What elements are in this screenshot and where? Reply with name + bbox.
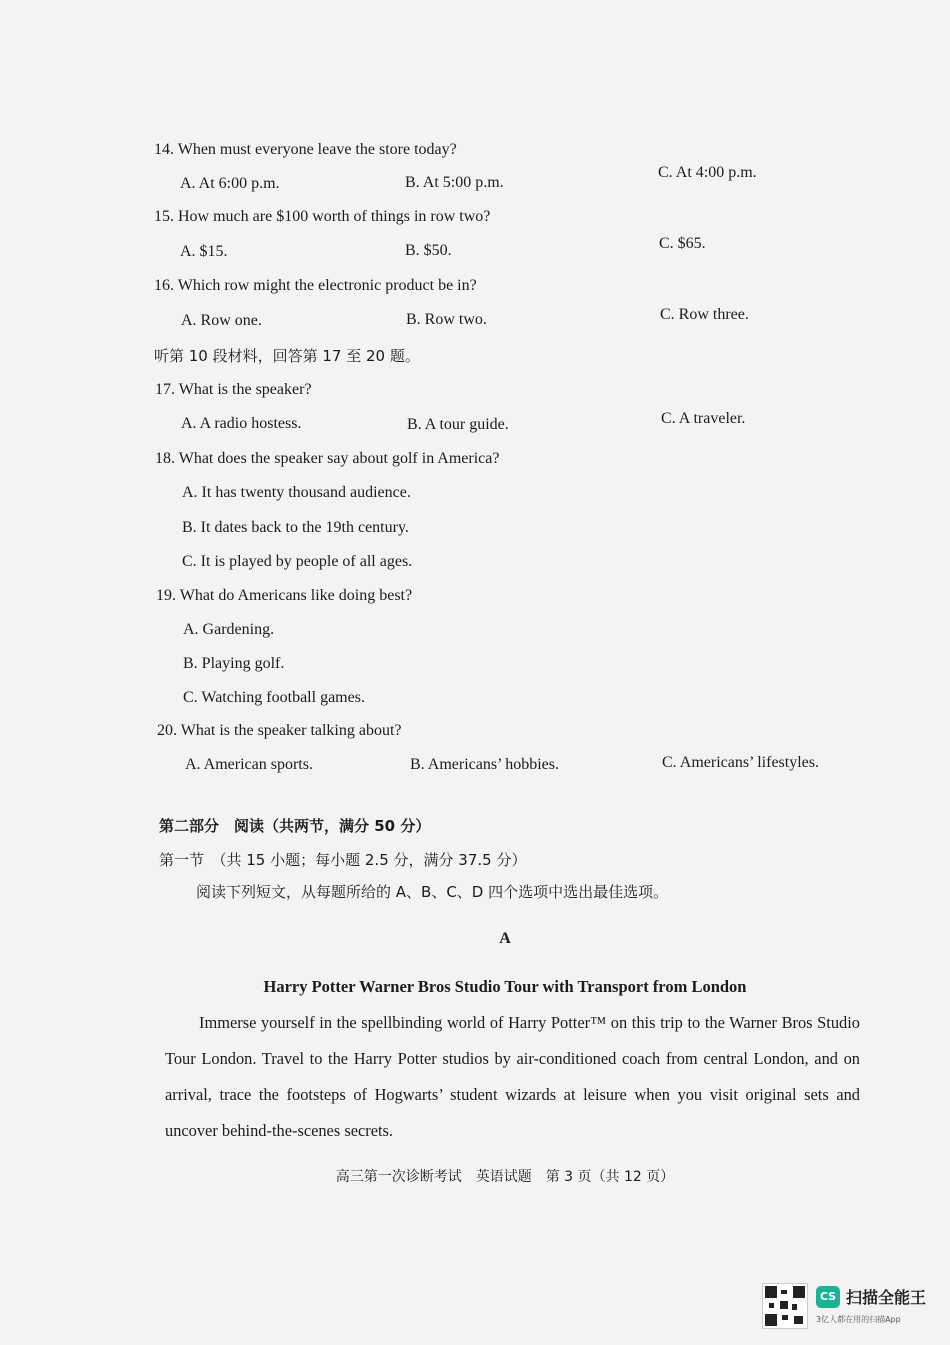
- q20-option-b: B. Americans’ hobbies.: [410, 756, 560, 773]
- q15-option-c: C. $65.: [659, 235, 706, 252]
- q17-option-c: C. A traveler.: [661, 410, 746, 427]
- question-20: 20. What is the speaker talking about?: [157, 722, 402, 739]
- q17-option-b: B. A tour guide.: [407, 416, 509, 433]
- passage-body: [165, 1005, 860, 1149]
- q14-option-b: B. At 5:00 p.m.: [405, 174, 504, 191]
- page-footer: 高三第一次诊断考试 英语试题 第 3 页（共 12 页）: [335, 1169, 675, 1185]
- passage-paragraph: Immerse yourself in the spellbinding world of Harry Potter™ on this trip to the Warner Bros Studio Tour London. Travel to the Harry Potter studios by air-conditioned coach from central London, and on arrival, trace the footsteps of Hogwarts’ student wizards at leisure when you visit original sets and uncover behind-the-scenes secrets.: [165, 1013, 860, 1140]
- q15-option-a: A. $15.: [180, 243, 228, 260]
- q19-option-a: A. Gardening.: [183, 621, 275, 638]
- part2-subheading: 第一节 （共 15 小题；每小题 2.5 分，满分 37.5 分）: [159, 851, 527, 869]
- q16-option-b: B. Row two.: [406, 311, 487, 328]
- q16-option-c: C. Row three.: [660, 306, 749, 323]
- part2-heading: 第二部分 阅读（共两节，满分 50 分）: [159, 817, 431, 835]
- section-note: 听第 10 段材料，回答第 17 至 20 题。: [154, 347, 420, 365]
- q20-option-a: A. American sports.: [185, 756, 313, 773]
- camscanner-name: 扫描全能王: [846, 1288, 927, 1307]
- question-14: 14. When must everyone leave the store today?: [154, 141, 457, 158]
- part2-instruction: 阅读下列短文，从每题所给的 A、B、C、D 四个选项中选出最佳选项。: [196, 883, 669, 901]
- q15-option-b: B. $50.: [405, 242, 452, 259]
- q20-option-c: C. Americans’ lifestyles.: [662, 754, 819, 771]
- question-17: 17. What is the speaker?: [155, 381, 312, 398]
- q14-option-c: C. At 4:00 p.m.: [658, 164, 757, 181]
- q18-option-c: C. It is played by people of all ages.: [182, 553, 413, 570]
- question-19: 19. What do Americans like doing best?: [156, 587, 413, 604]
- q19-option-b: B. Playing golf.: [183, 655, 285, 672]
- q18-option-b: B. It dates back to the 19th century.: [182, 519, 409, 536]
- q16-option-a: A. Row one.: [181, 312, 262, 329]
- camscanner-logo: CS: [816, 1286, 840, 1308]
- question-18: 18. What does the speaker say about golf in America?: [155, 450, 500, 467]
- question-16: 16. Which row might the electronic product be in?: [154, 277, 477, 294]
- q18-option-a: A. It has twenty thousand audience.: [182, 484, 411, 501]
- passage-title: Harry Potter Warner Bros Studio Tour with Transport from London: [263, 977, 747, 996]
- q17-option-a: A. A radio hostess.: [181, 415, 302, 432]
- q14-option-a: A. At 6:00 p.m.: [180, 175, 280, 192]
- question-15: 15. How much are $100 worth of things in row two?: [154, 208, 491, 225]
- qr-code-icon: [762, 1283, 808, 1329]
- camscanner-tagline: 3亿人都在用的扫描App: [816, 1315, 901, 1324]
- q19-option-c: C. Watching football games.: [183, 689, 365, 706]
- passage-letter: A: [499, 930, 511, 947]
